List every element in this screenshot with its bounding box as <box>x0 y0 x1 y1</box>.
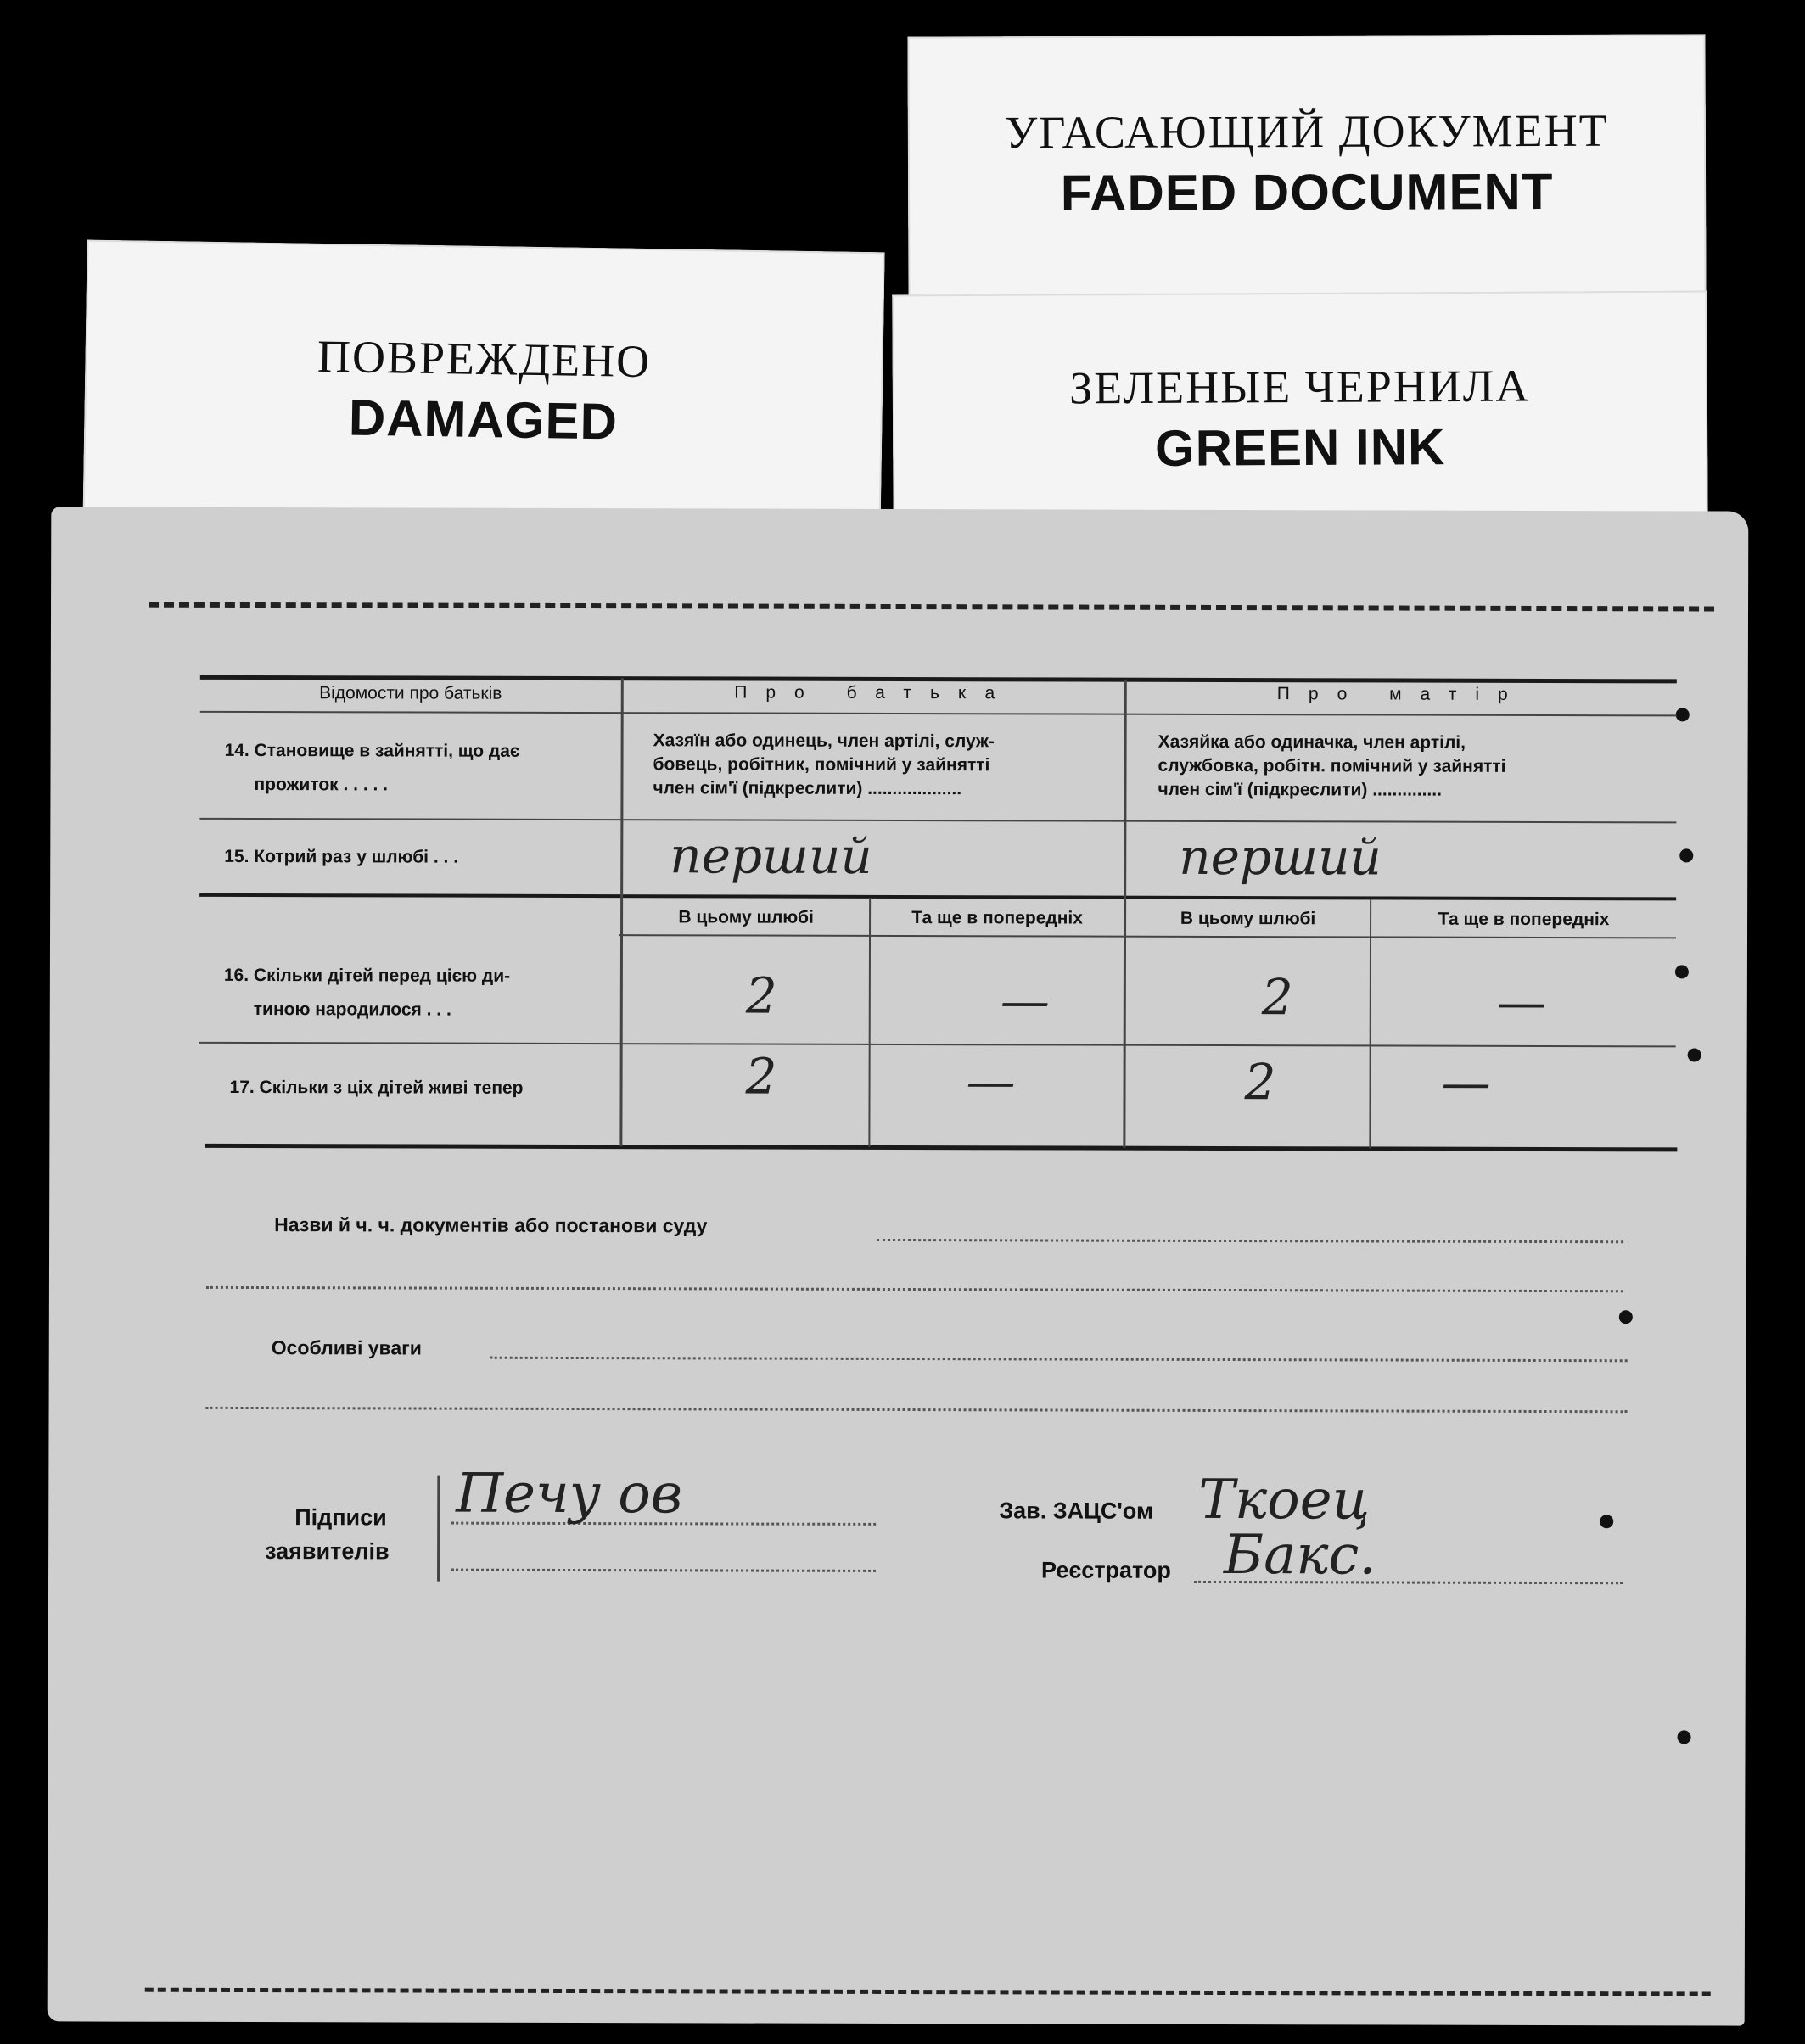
table-row16-rule <box>199 1042 1676 1048</box>
row14-mother-line1: Хазяйка або одиначка, член артілі, <box>1158 731 1466 753</box>
sub-header-mother-previous: Та ще в попередніх <box>1438 909 1610 930</box>
table-top-rule <box>200 675 1677 684</box>
notes-line-2 <box>206 1407 1628 1413</box>
perforation-bottom <box>145 1988 1711 1996</box>
row16-label-line1: 16. Скільки дітей перед цією ди- <box>223 965 511 986</box>
row14-father-line1: Хазяїн або одинець, член артілі, служ- <box>653 731 995 752</box>
row17-father-this: 2 <box>745 1047 777 1106</box>
row16-father-previous: — <box>1000 972 1050 1030</box>
table-subheader-rule <box>619 934 1676 938</box>
table-col-rule <box>1369 899 1371 1148</box>
damaged-label-ru: ПОВРЕЖДЕНО <box>317 330 652 388</box>
documents-line-2 <box>206 1286 1623 1292</box>
table-row14-rule <box>199 818 1676 824</box>
green-ink-label-ru: ЗЕЛЕНЫЕ ЧЕРНИЛА <box>1069 360 1531 414</box>
notes-label: Особливі уваги <box>271 1336 422 1359</box>
binding-hole <box>1600 1515 1613 1528</box>
row15-father-value: перший <box>670 826 872 885</box>
notes-line <box>490 1357 1628 1363</box>
registrar-signature: Бакс. <box>1224 1524 1376 1588</box>
row14-mother-line2: службовка, робітн. помічний у зайнятті <box>1158 755 1506 776</box>
signatures-label-line2: заявителів <box>265 1538 390 1565</box>
binding-hole <box>1688 1048 1701 1061</box>
green-ink-label <box>892 290 1708 540</box>
binding-hole <box>1675 965 1689 978</box>
row16-father-this: 2 <box>745 966 777 1025</box>
row16-label-line2: тиною народилося . . . <box>253 1000 451 1020</box>
table-header-rule <box>200 711 1677 717</box>
sub-header-father-this: В цьому шлюбі <box>678 907 814 927</box>
row14-father-line3: член сім'ї (підкреслити) ................... <box>653 778 962 799</box>
header-parents-info: Відомости про батьків <box>319 683 502 703</box>
row17-mother-this: 2 <box>1244 1053 1276 1112</box>
documents-label: Назви й ч. ч. документів або постанови суду <box>274 1213 708 1237</box>
damaged-label <box>82 240 884 541</box>
faded-label-en: FADED DOCUMENT <box>1060 162 1554 222</box>
row17-label: 17. Скільки з ціх дітей живі тепер <box>229 1077 524 1098</box>
row15-label: 15. Котрий раз у шлюбі . . . <box>224 846 459 867</box>
header-father: Про батька <box>734 682 1014 703</box>
damaged-label-en: DAMAGED <box>348 389 619 451</box>
head-label: Зав. ЗАЦС'ом <box>999 1498 1153 1524</box>
registrar-label: Реєстратор <box>1041 1557 1171 1583</box>
binding-hole <box>1679 848 1693 862</box>
table-row15-rule <box>199 893 1676 901</box>
row15-mother-value: перший <box>1179 827 1382 887</box>
head-signature: Ткоец <box>1198 1468 1371 1532</box>
header-mother: Про матір <box>1276 684 1527 704</box>
documents-line <box>877 1239 1623 1243</box>
row16-mother-this: 2 <box>1261 968 1293 1027</box>
binding-hole <box>1678 1730 1691 1744</box>
sub-header-father-previous: Та ще в попередніх <box>911 908 1083 928</box>
perforation-top <box>149 602 1714 612</box>
table-col-rule <box>868 898 871 1147</box>
green-ink-label-en: GREEN INK <box>1154 418 1446 477</box>
row17-mother-previous: — <box>1441 1053 1491 1112</box>
record-sheet <box>48 507 1749 2025</box>
signatures-label-line1: Підписи <box>294 1504 387 1531</box>
sub-header-mother-this: В цьому шлюбі <box>1180 908 1316 929</box>
row14-mother-line3: член сім'ї (підкреслити) .............. <box>1158 779 1442 800</box>
faded-document-label <box>907 34 1706 295</box>
table-bottom-rule <box>205 1144 1677 1152</box>
row14-father-line2: бовець, робітник, помічний у зайнятті <box>653 754 990 776</box>
row16-mother-previous: — <box>1496 972 1546 1031</box>
applicant-signature: Печу ов <box>456 1462 683 1526</box>
row17-father-previous: — <box>966 1052 1016 1111</box>
binding-hole <box>1619 1310 1633 1324</box>
signatures-bracket <box>437 1476 440 1582</box>
row14-label-line1: 14. Становище в зайнятті, що дає <box>224 740 520 761</box>
row14-label-line2: прожиток . . . . . <box>254 775 389 795</box>
faded-label-ru: УГАСАЮЩИЙ ДОКУМЕНТ <box>1004 104 1609 159</box>
signature-line-2 <box>451 1569 876 1572</box>
binding-hole <box>1676 708 1690 721</box>
